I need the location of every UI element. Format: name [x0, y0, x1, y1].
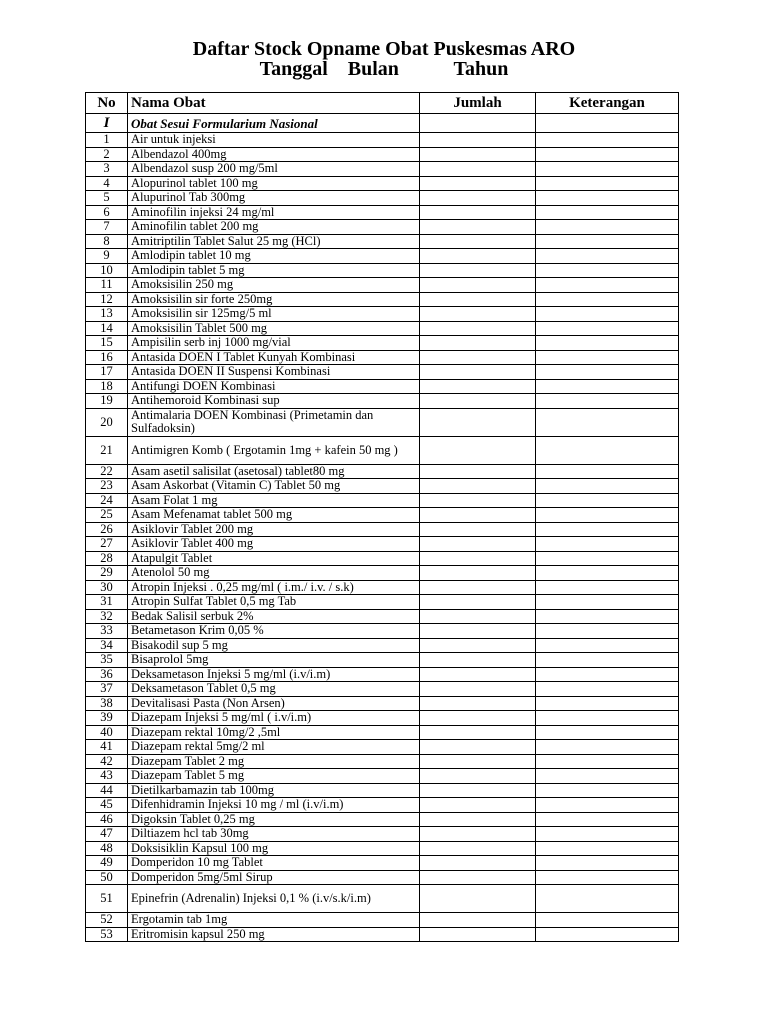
keterangan-cell — [536, 292, 679, 307]
jumlah-cell — [420, 566, 536, 581]
table-row — [86, 595, 679, 610]
drug-name: Dietilkarbamazin tab 100mg — [128, 783, 420, 798]
row-number: 30 — [86, 580, 128, 595]
keterangan-cell — [536, 176, 679, 191]
stock-table — [85, 92, 679, 942]
table-row — [86, 321, 679, 336]
keterangan-cell — [536, 696, 679, 711]
jumlah-cell — [420, 740, 536, 755]
keterangan-cell — [536, 321, 679, 336]
keterangan-cell — [536, 249, 679, 264]
table-row — [86, 927, 679, 942]
jumlah-cell — [420, 133, 536, 148]
table-row — [86, 408, 679, 436]
jumlah-cell — [420, 841, 536, 856]
table-row — [86, 336, 679, 351]
table-row — [86, 913, 679, 928]
jumlah-cell — [420, 856, 536, 871]
row-number: 11 — [86, 278, 128, 293]
table-row — [86, 263, 679, 278]
keterangan-cell — [536, 827, 679, 842]
row-number: 39 — [86, 711, 128, 726]
row-number: 29 — [86, 566, 128, 581]
table-row — [86, 725, 679, 740]
drug-name: Amlodipin tablet 10 mg — [128, 249, 420, 264]
row-number: 31 — [86, 595, 128, 610]
jumlah-cell — [420, 114, 536, 133]
jumlah-cell — [420, 147, 536, 162]
drug-name: Antasida DOEN I Tablet Kunyah Kombinasi — [128, 350, 420, 365]
row-number: 35 — [86, 653, 128, 668]
row-number: 25 — [86, 508, 128, 523]
keterangan-cell — [536, 263, 679, 278]
jumlah-cell — [420, 580, 536, 595]
keterangan-cell — [536, 653, 679, 668]
jumlah-cell — [420, 754, 536, 769]
jumlah-cell — [420, 885, 536, 913]
row-number: 14 — [86, 321, 128, 336]
drug-name: Antihemoroid Kombinasi sup — [128, 394, 420, 409]
drug-name: Antasida DOEN II Suspensi Kombinasi — [128, 365, 420, 380]
table-row — [86, 162, 679, 177]
jumlah-cell — [420, 162, 536, 177]
drug-name: Asam Mefenamat tablet 500 mg — [128, 508, 420, 523]
jumlah-cell — [420, 609, 536, 624]
table-row — [86, 147, 679, 162]
table-row — [86, 464, 679, 479]
drug-name: Devitalisasi Pasta (Non Arsen) — [128, 696, 420, 711]
jumlah-cell — [420, 595, 536, 610]
table-row — [86, 249, 679, 264]
table-row — [86, 234, 679, 249]
table-row — [86, 609, 679, 624]
row-number: 38 — [86, 696, 128, 711]
drug-name: Atapulgit Tablet — [128, 551, 420, 566]
row-number: 13 — [86, 307, 128, 322]
keterangan-cell — [536, 711, 679, 726]
keterangan-cell — [536, 522, 679, 537]
jumlah-cell — [420, 812, 536, 827]
row-number: 36 — [86, 667, 128, 682]
jumlah-cell — [420, 537, 536, 552]
table-row — [86, 176, 679, 191]
table-row — [86, 191, 679, 206]
table-row — [86, 870, 679, 885]
keterangan-cell — [536, 336, 679, 351]
row-number: 32 — [86, 609, 128, 624]
keterangan-cell — [536, 220, 679, 235]
table-row — [86, 798, 679, 813]
keterangan-cell — [536, 580, 679, 595]
jumlah-cell — [420, 464, 536, 479]
drug-name: Amitriptilin Tablet Salut 25 mg (HCl) — [128, 234, 420, 249]
jumlah-cell — [420, 913, 536, 928]
jumlah-cell — [420, 205, 536, 220]
keterangan-cell — [536, 537, 679, 552]
jumlah-cell — [420, 783, 536, 798]
row-number: 27 — [86, 537, 128, 552]
jumlah-cell — [420, 769, 536, 784]
keterangan-cell — [536, 479, 679, 494]
document-subtitle: Tanggal Bulan Tahun — [259, 58, 509, 80]
table-row — [86, 479, 679, 494]
row-number: 12 — [86, 292, 128, 307]
drug-name: Asiklovir Tablet 200 mg — [128, 522, 420, 537]
drug-name: Alopurinol tablet 100 mg — [128, 176, 420, 191]
drug-name: Atenolol 50 mg — [128, 566, 420, 581]
drug-name: Digoksin Tablet 0,25 mg — [128, 812, 420, 827]
table-row — [86, 220, 679, 235]
drug-name: Asiklovir Tablet 400 mg — [128, 537, 420, 552]
keterangan-cell — [536, 508, 679, 523]
table-row — [86, 783, 679, 798]
drug-name: Ergotamin tab 1mg — [128, 913, 420, 928]
table-row — [86, 493, 679, 508]
row-number: 42 — [86, 754, 128, 769]
keterangan-cell — [536, 682, 679, 697]
header-jumlah: Jumlah — [420, 93, 536, 114]
row-number: 20 — [86, 408, 128, 436]
keterangan-cell — [536, 379, 679, 394]
table-row — [86, 740, 679, 755]
row-number: 45 — [86, 798, 128, 813]
keterangan-cell — [536, 350, 679, 365]
keterangan-cell — [536, 783, 679, 798]
table-row — [86, 278, 679, 293]
table-row — [86, 769, 679, 784]
jumlah-cell — [420, 336, 536, 351]
row-number: 47 — [86, 827, 128, 842]
row-number: 34 — [86, 638, 128, 653]
drug-name: Diazepam rektal 5mg/2 ml — [128, 740, 420, 755]
keterangan-cell — [536, 394, 679, 409]
jumlah-cell — [420, 653, 536, 668]
jumlah-cell — [420, 350, 536, 365]
keterangan-cell — [536, 638, 679, 653]
jumlah-cell — [420, 408, 536, 436]
jumlah-cell — [420, 927, 536, 942]
table-row — [86, 711, 679, 726]
row-number: 10 — [86, 263, 128, 278]
keterangan-cell — [536, 769, 679, 784]
keterangan-cell — [536, 147, 679, 162]
drug-name: Bisaprolol 5mg — [128, 653, 420, 668]
drug-name: Bisakodil sup 5 mg — [128, 638, 420, 653]
row-number: 44 — [86, 783, 128, 798]
row-number: 1 — [86, 133, 128, 148]
drug-name: Deksametason Tablet 0,5 mg — [128, 682, 420, 697]
row-number: 4 — [86, 176, 128, 191]
drug-name: Amoksisilin sir 125mg/5 ml — [128, 307, 420, 322]
keterangan-cell — [536, 133, 679, 148]
jumlah-cell — [420, 624, 536, 639]
keterangan-cell — [536, 493, 679, 508]
header-nama-obat: Nama Obat — [128, 93, 420, 114]
table-row — [86, 682, 679, 697]
keterangan-cell — [536, 551, 679, 566]
row-number: 17 — [86, 365, 128, 380]
row-number: 3 — [86, 162, 128, 177]
jumlah-cell — [420, 696, 536, 711]
jumlah-cell — [420, 827, 536, 842]
row-number: 50 — [86, 870, 128, 885]
keterangan-cell — [536, 436, 679, 464]
jumlah-cell — [420, 321, 536, 336]
jumlah-cell — [420, 249, 536, 264]
drug-name: Diazepam Tablet 5 mg — [128, 769, 420, 784]
table-row — [86, 841, 679, 856]
jumlah-cell — [420, 176, 536, 191]
row-number: 40 — [86, 725, 128, 740]
row-number: 22 — [86, 464, 128, 479]
jumlah-cell — [420, 436, 536, 464]
keterangan-cell — [536, 307, 679, 322]
table-row — [86, 379, 679, 394]
row-number: 48 — [86, 841, 128, 856]
drug-name: Diltiazem hcl tab 30mg — [128, 827, 420, 842]
keterangan-cell — [536, 464, 679, 479]
keterangan-cell — [536, 191, 679, 206]
row-number: 15 — [86, 336, 128, 351]
keterangan-cell — [536, 841, 679, 856]
drug-name: Bedak Salisil serbuk 2% — [128, 609, 420, 624]
row-number: 23 — [86, 479, 128, 494]
drug-name: Difenhidramin Injeksi 10 mg / ml (i.v/i.m) — [128, 798, 420, 813]
row-number: 26 — [86, 522, 128, 537]
table-row — [86, 551, 679, 566]
table-row — [86, 205, 679, 220]
row-number: 49 — [86, 856, 128, 871]
table-header-row — [86, 93, 679, 114]
drug-name: Atropin Sulfat Tablet 0,5 mg Tab — [128, 595, 420, 610]
table-row — [86, 394, 679, 409]
table-row — [86, 436, 679, 464]
row-number: 37 — [86, 682, 128, 697]
drug-name: Antifungi DOEN Kombinasi — [128, 379, 420, 394]
jumlah-cell — [420, 292, 536, 307]
keterangan-cell — [536, 885, 679, 913]
drug-name: Antimigren Komb ( Ergotamin 1mg + kafein 50 mg ) — [128, 436, 420, 464]
row-number: 46 — [86, 812, 128, 827]
keterangan-cell — [536, 740, 679, 755]
drug-name: Epinefrin (Adrenalin) Injeksi 0,1 % (i.v/s.k/i.m) — [128, 885, 420, 913]
table-row — [86, 667, 679, 682]
jumlah-cell — [420, 711, 536, 726]
drug-name: Ampisilin serb inj 1000 mg/vial — [128, 336, 420, 351]
jumlah-cell — [420, 394, 536, 409]
row-number: 52 — [86, 913, 128, 928]
table-row — [86, 812, 679, 827]
table-row — [86, 292, 679, 307]
keterangan-cell — [536, 205, 679, 220]
jumlah-cell — [420, 479, 536, 494]
drug-name: Amoksisilin Tablet 500 mg — [128, 321, 420, 336]
keterangan-cell — [536, 609, 679, 624]
section-row — [86, 114, 679, 133]
drug-name: Alupurinol Tab 300mg — [128, 191, 420, 206]
jumlah-cell — [420, 638, 536, 653]
jumlah-cell — [420, 725, 536, 740]
table-row — [86, 566, 679, 581]
drug-name: Albendazol 400mg — [128, 147, 420, 162]
keterangan-cell — [536, 913, 679, 928]
jumlah-cell — [420, 263, 536, 278]
drug-name: Albendazol susp 200 mg/5ml — [128, 162, 420, 177]
drug-name: Air untuk injeksi — [128, 133, 420, 148]
keterangan-cell — [536, 798, 679, 813]
row-number: 41 — [86, 740, 128, 755]
keterangan-cell — [536, 927, 679, 942]
drug-name: Diazepam Injeksi 5 mg/ml ( i.v/i.m) — [128, 711, 420, 726]
jumlah-cell — [420, 667, 536, 682]
row-number: 9 — [86, 249, 128, 264]
keterangan-cell — [536, 595, 679, 610]
jumlah-cell — [420, 365, 536, 380]
jumlah-cell — [420, 508, 536, 523]
drug-name: Domperidon 10 mg Tablet — [128, 856, 420, 871]
table-row — [86, 365, 679, 380]
row-number: 24 — [86, 493, 128, 508]
section-number: I — [86, 114, 128, 133]
row-number: 28 — [86, 551, 128, 566]
table-row — [86, 856, 679, 871]
row-number: 53 — [86, 927, 128, 942]
table-row — [86, 624, 679, 639]
jumlah-cell — [420, 798, 536, 813]
drug-name: Diazepam rektal 10mg/2 ,5ml — [128, 725, 420, 740]
drug-name: Amlodipin tablet 5 mg — [128, 263, 420, 278]
drug-name: Doksisiklin Kapsul 100 mg — [128, 841, 420, 856]
table-row — [86, 580, 679, 595]
drug-name: Antimalaria DOEN Kombinasi (Primetamin dan Sulfadoksin) — [128, 408, 420, 436]
row-number: 21 — [86, 436, 128, 464]
row-number: 7 — [86, 220, 128, 235]
drug-name: Asam Askorbat (Vitamin C) Tablet 50 mg — [128, 479, 420, 494]
drug-name: Deksametason Injeksi 5 mg/ml (i.v/i.m) — [128, 667, 420, 682]
jumlah-cell — [420, 278, 536, 293]
section-title: Obat Sesui Formularium Nasional — [128, 114, 420, 133]
document-title: Daftar Stock Opname Obat Puskesmas ARO — [192, 38, 576, 60]
keterangan-cell — [536, 870, 679, 885]
keterangan-cell — [536, 408, 679, 436]
keterangan-cell — [536, 566, 679, 581]
row-number: 2 — [86, 147, 128, 162]
drug-name: Aminofilin tablet 200 mg — [128, 220, 420, 235]
jumlah-cell — [420, 379, 536, 394]
table-row — [86, 522, 679, 537]
drug-name: Amoksisilin sir forte 250mg — [128, 292, 420, 307]
header-no: No — [86, 93, 128, 114]
table-row — [86, 885, 679, 913]
drug-name: Betametason Krim 0,05 % — [128, 624, 420, 639]
drug-name: Eritromisin kapsul 250 mg — [128, 927, 420, 942]
jumlah-cell — [420, 191, 536, 206]
keterangan-cell — [536, 114, 679, 133]
keterangan-cell — [536, 725, 679, 740]
row-number: 33 — [86, 624, 128, 639]
table-row — [86, 696, 679, 711]
drug-name: Amoksisilin 250 mg — [128, 278, 420, 293]
jumlah-cell — [420, 682, 536, 697]
jumlah-cell — [420, 220, 536, 235]
jumlah-cell — [420, 551, 536, 566]
row-number: 16 — [86, 350, 128, 365]
drug-name: Domperidon 5mg/5ml Sirup — [128, 870, 420, 885]
keterangan-cell — [536, 856, 679, 871]
table-row — [86, 307, 679, 322]
jumlah-cell — [420, 234, 536, 249]
jumlah-cell — [420, 522, 536, 537]
keterangan-cell — [536, 812, 679, 827]
jumlah-cell — [420, 870, 536, 885]
keterangan-cell — [536, 162, 679, 177]
row-number: 6 — [86, 205, 128, 220]
drug-name: Asam asetil salisilat (asetosal) tablet80 mg — [128, 464, 420, 479]
row-number: 8 — [86, 234, 128, 249]
table-row — [86, 653, 679, 668]
table-row — [86, 508, 679, 523]
jumlah-cell — [420, 307, 536, 322]
keterangan-cell — [536, 667, 679, 682]
table-row — [86, 754, 679, 769]
table-row — [86, 350, 679, 365]
drug-name: Atropin Injeksi . 0,25 mg/ml ( i.m./ i.v. / s.k) — [128, 580, 420, 595]
row-number: 5 — [86, 191, 128, 206]
keterangan-cell — [536, 278, 679, 293]
table-row — [86, 133, 679, 148]
table-row — [86, 537, 679, 552]
row-number: 51 — [86, 885, 128, 913]
keterangan-cell — [536, 365, 679, 380]
drug-name: Diazepam Tablet 2 mg — [128, 754, 420, 769]
table-row — [86, 827, 679, 842]
keterangan-cell — [536, 754, 679, 769]
row-number: 18 — [86, 379, 128, 394]
table-row — [86, 638, 679, 653]
jumlah-cell — [420, 493, 536, 508]
keterangan-cell — [536, 624, 679, 639]
header-keterangan: Keterangan — [536, 93, 679, 114]
row-number: 43 — [86, 769, 128, 784]
keterangan-cell — [536, 234, 679, 249]
row-number: 19 — [86, 394, 128, 409]
drug-name: Asam Folat 1 mg — [128, 493, 420, 508]
drug-name: Aminofilin injeksi 24 mg/ml — [128, 205, 420, 220]
